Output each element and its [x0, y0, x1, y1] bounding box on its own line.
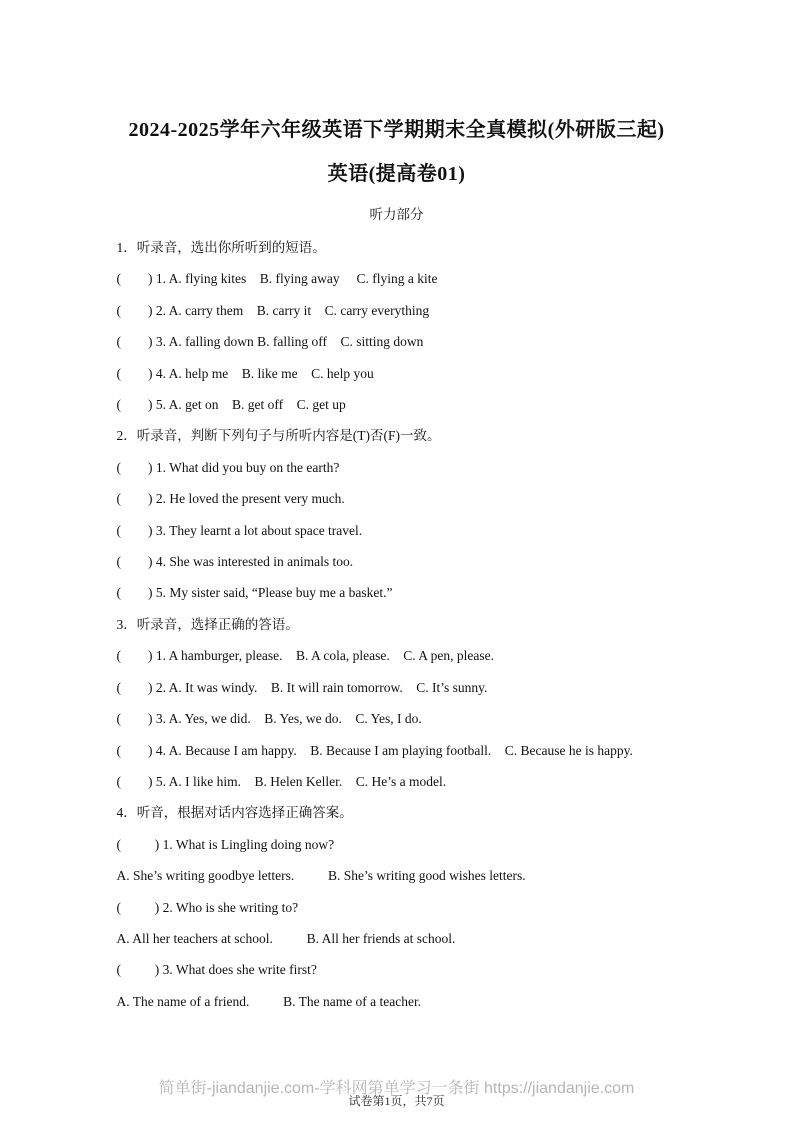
section-1-item-2: ( ) 2. A. carry them B. carry it C. carry everything: [116, 302, 430, 318]
section-2-header: 2．听录音，判断下列句子与所听内容是(T)否(F)一致。: [116, 428, 441, 444]
section-3-item-4: ( ) 4. A. Because I am happy. B. Because I am playing football. C. Because he is happy.: [116, 742, 633, 758]
watermark-text: 简单街-jiandanjie.com-学科网第单学习一条街 https://jiandanjie.com: [158, 1080, 635, 1097]
section-2-item-1: ( ) 1. What did you buy on the earth?: [116, 459, 340, 475]
section-3-header: 3．听录音，选择正确的答语。: [116, 616, 299, 632]
section-4-question-2: ( ) 2. Who is she writing to?: [116, 899, 299, 915]
page-number: 试卷第1页，共7页: [348, 1094, 445, 1108]
section-4-answers-1: A. She’s writing goodbye letters. B. She’s writing good wishes letters.: [116, 868, 526, 884]
section-1-item-3: ( ) 3. A. falling down B. falling off C. sitting down: [116, 334, 424, 350]
section-3-item-2: ( ) 2. A. It was windy. B. It will rain tomorrow. C. It’s sunny.: [116, 679, 488, 695]
section-3-item-1: ( ) 1. A hamburger, please. B. A cola, please. C. A pen, please.: [116, 648, 495, 664]
section-4-header: 4．听音，根据对话内容选择正确答案。: [116, 805, 353, 821]
section-1-item-5: ( ) 5. A. get on B. get off C. get up: [116, 397, 346, 413]
section-1-header: 1．听录音，选出你所听到的短语。: [116, 240, 326, 255]
part-heading-listening: 听力部分: [369, 207, 424, 222]
exam-document-body: [117, 0, 677, 1017]
section-4-question-1: ( ) 1. What is Lingling doing now?: [116, 836, 335, 852]
section-3-item-3: ( ) 3. A. Yes, we did. B. Yes, we do. C. Yes, I do.: [116, 711, 422, 727]
section-1-item-4: ( ) 4. A. help me B. like me C. help you: [116, 365, 374, 381]
section-4-answers-3: A. The name of a friend. B. The name of a teacher.: [116, 993, 422, 1009]
section-3-item-5: ( ) 5. A. I like him. B. Helen Keller. C. He’s a model.: [116, 773, 447, 789]
section-2-item-3: ( ) 3. They learnt a lot about space travel.: [116, 522, 363, 538]
exam-title-line2: 英语(提高卷01): [327, 163, 466, 185]
section-4-answers-2: A. All her teachers at school. B. All her friends at school.: [116, 930, 456, 946]
section-4-question-3: ( ) 3. What does she write first?: [116, 962, 317, 978]
section-2-item-4: ( ) 4. She was interested in animals too.: [116, 554, 354, 570]
section-2-item-2: ( ) 2. He loved the present very much.: [116, 491, 345, 507]
section-2-item-5: ( ) 5. My sister said, “Please buy me a basket.”: [116, 585, 393, 601]
section-1-item-1: ( ) 1. A. flying kites B. flying away C. flying a kite: [116, 271, 438, 287]
exam-title-line1: 2024-2025学年六年级英语下学期期末全真模拟(外研版三起): [128, 119, 665, 141]
